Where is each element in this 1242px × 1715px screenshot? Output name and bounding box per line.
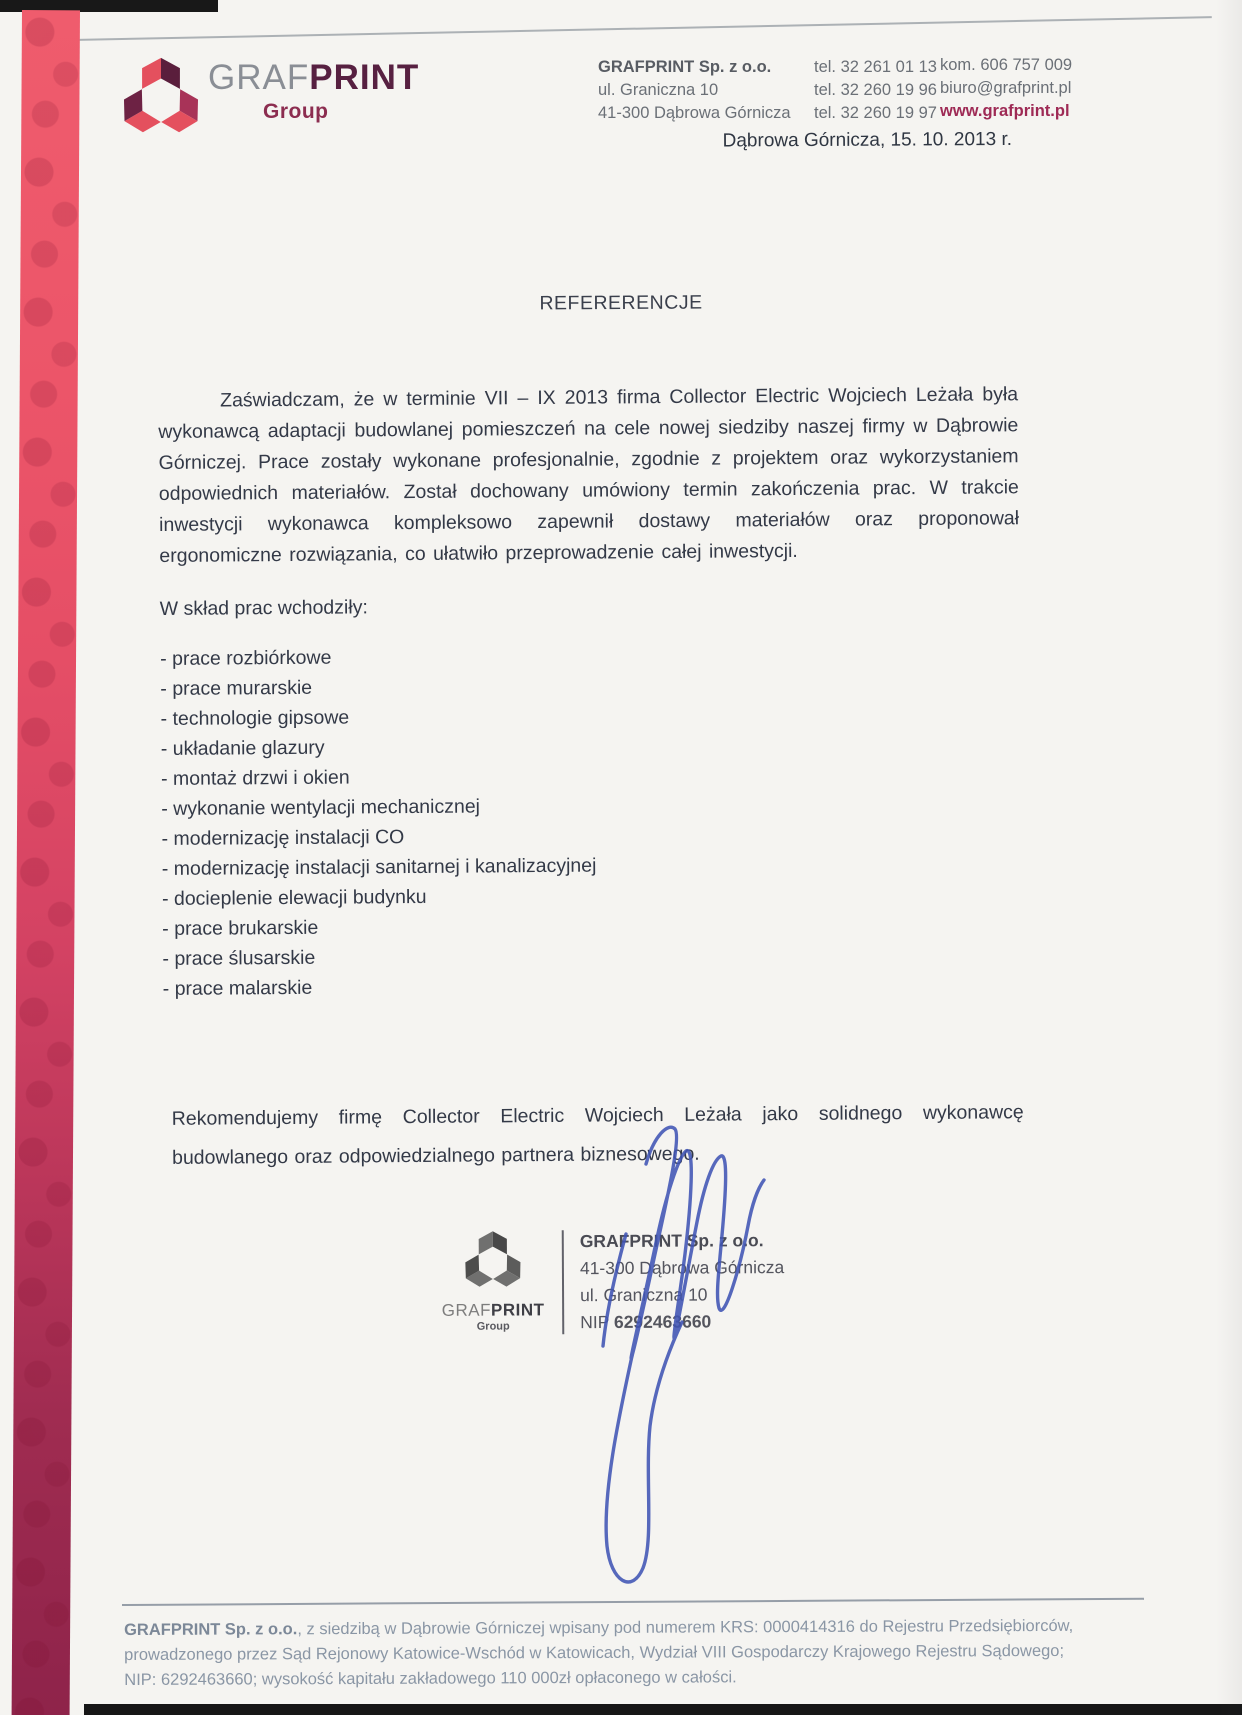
header-website: www.grafprint.pl	[940, 102, 1070, 120]
grafprint-logo-stamp-icon	[461, 1228, 525, 1296]
letter-date: Dąbrowa Górnicza, 15. 10. 2013 r.	[722, 128, 1013, 152]
header-phones-block	[814, 56, 939, 125]
header-mobile: kom. 606 757 009	[940, 56, 1073, 74]
works-item: - układanie glazury	[160, 736, 325, 760]
header-email: biuro@grafprint.pl	[940, 79, 1072, 97]
works-item: - prace malarskie	[162, 976, 313, 1000]
works-item: - modernizację instalacji CO	[161, 826, 405, 850]
grafprint-logo-icon	[118, 54, 204, 146]
stamp-brand-graf: GRAF	[441, 1300, 492, 1320]
works-item: - prace murarskie	[160, 676, 313, 700]
scan-fold-line	[22, 16, 1212, 42]
works-item: - docieplenie elewacji budynku	[161, 885, 427, 910]
letter-body	[158, 379, 1024, 1178]
brand-wordmark	[208, 58, 419, 98]
stamp-brand-print: PRINT	[490, 1300, 545, 1320]
letter-title: REFERERENCJE	[539, 291, 703, 315]
header-street: ul. Graniczna 10	[598, 81, 719, 99]
scan-edge-shadow	[1216, 0, 1242, 1715]
header-phone-2: tel. 32 260 19 96	[814, 81, 937, 99]
header-phone-1: tel. 32 261 01 13	[814, 58, 937, 76]
header-phone-3: tel. 32 260 19 97	[814, 104, 937, 122]
brand-group-label: Group	[263, 100, 329, 123]
works-intro: W skład prac wchodziły:	[159, 596, 368, 620]
brand-graf: GRAF	[208, 58, 310, 97]
letter-closing: Rekomendujemy firmę Collector Electric Wojciech Leżała jako solidnego wykonawcę budowlanego oraz odpowiedzialnego partnera biznesowego.	[171, 1101, 1024, 1169]
footer-company-name: GRAFPRINT Sp. z o.o.	[124, 1620, 298, 1639]
footer-line-3: NIP: 6292463660; wysokość kapitału zakładowego 110 000zł opłaconego w całości.	[124, 1668, 737, 1689]
stamp-logo-block	[432, 1228, 555, 1337]
header-address-block	[598, 56, 813, 125]
stamp-nip-label: NIP	[580, 1311, 614, 1333]
letter-paragraph: Zaświadczam, że w terminie VII – IX 2013 firma Collector Electric Wojciech Leżała była wykonawcą adaptacji budowlanej pomieszczeń na cele nowej siedziby naszej firmy w Dąbrowie Górniczej. Prace zostały wykonane profesjonalnie, zgodnie z projektem oraz wykorzystaniem odpowiednich materiałów. Został dochowany umówiony termin zakończenia prac. W trakcie inwestycji wykonawca kompleksowo zapewnił dostawy materiałów oraz proponował ergonomiczne rozwiązania, co ułatwiło przeprowadzenie całej inwestycji.	[158, 383, 1020, 567]
stamp-text-block	[564, 1227, 785, 1336]
handwritten-signature	[528, 1116, 790, 1616]
works-item: - modernizację instalacji sanitarnej i kanalizacyjnej	[161, 854, 597, 880]
stamp-street: ul. Graniczna 10	[580, 1284, 708, 1306]
brand-print: PRINT	[309, 58, 420, 97]
stamp-nip-number: 6292463660	[613, 1311, 712, 1332]
stamp-city: 41-300 Dąbrowa Górnicza	[579, 1257, 785, 1279]
footer-line-2: prowadzonego przez Sąd Rejonowy Katowice-Wschód w Katowicach, Wydział VIII Gospodarczy Krajowego Rejestru Sądowego;	[124, 1641, 1065, 1664]
stamp-brand-wordmark	[442, 1300, 545, 1321]
stamp-nip	[580, 1308, 784, 1336]
works-item: - montaż drzwi i okien	[161, 766, 350, 790]
works-item: - prace rozbiórkowe	[160, 646, 332, 670]
footer-legal-text	[124, 1613, 1184, 1693]
works-item: - prace ślusarskie	[162, 946, 316, 970]
letterhead-side-band	[12, 10, 80, 1715]
footer-divider	[122, 1598, 1144, 1606]
header-company-name: GRAFPRINT Sp. z o.o.	[598, 58, 772, 76]
footer-line-1-rest: , z siedzibą w Dąbrowie Górniczej wpisany pod numerem KRS: 0000414316 do Rejestru Przedsiębiorców,	[297, 1616, 1074, 1639]
header-contact-block	[940, 54, 1150, 123]
stamp-brand-group-label: Group	[476, 1320, 510, 1333]
company-stamp	[432, 1227, 785, 1337]
stamp-company-name: GRAFPRINT Sp. z o.o.	[579, 1230, 764, 1252]
works-item: - wykonanie wentylacji mechanicznej	[161, 795, 481, 820]
works-item: - prace brukarskie	[162, 916, 319, 940]
works-list	[160, 637, 1023, 1004]
scan-bottom-edge-artifact	[84, 1704, 1242, 1715]
header-city: 41-300 Dąbrowa Górnicza	[598, 104, 791, 122]
works-item: - technologie gipsowe	[160, 706, 350, 730]
